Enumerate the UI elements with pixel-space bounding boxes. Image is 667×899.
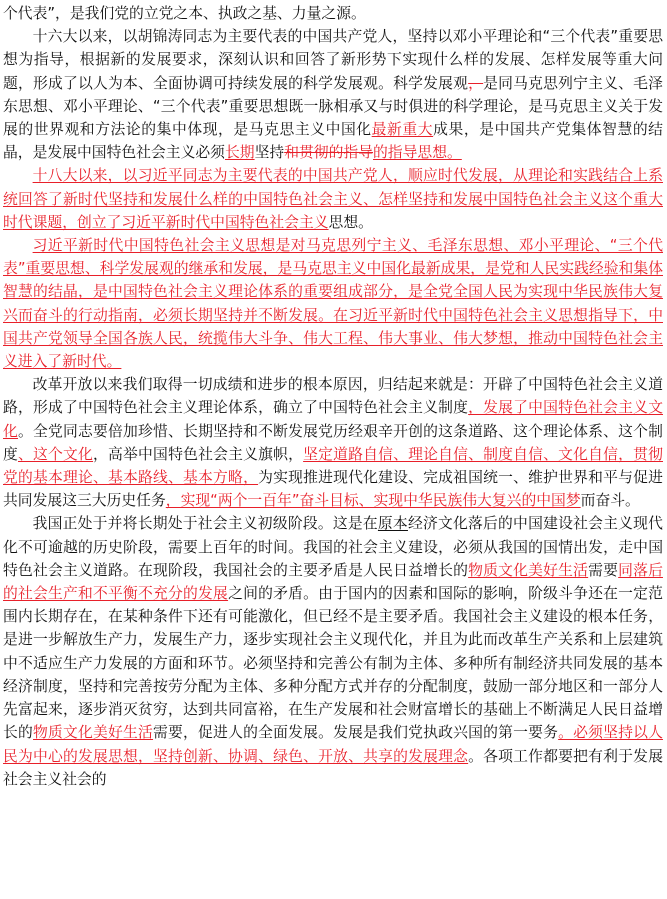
text-run: 坚持 (254, 144, 285, 162)
paragraph (3, 25, 663, 164)
paragraph (3, 373, 663, 512)
underlined-text: 原本 (377, 515, 408, 533)
text-run: ，高举中国特色社会主义旗帜， (93, 445, 304, 463)
text-run: 需要，促进人的全面发展。发展是我们党执政兴国的第一要务 (153, 724, 559, 742)
text-run: 改革开放以来我们取得一切成绩和进步的根本原因，归结起来就是：开辟了中国特色社会主义道路，形成了中国特色社会主义理论体系，确立了中国特色社会主义制度 (3, 376, 663, 417)
text-run: 个代表”，是我们党的立党之本、执政之基、力量之源。 (3, 5, 366, 22)
deleted-text: ， (468, 74, 484, 92)
inserted-text: 物质文化美好生活 (468, 561, 589, 579)
text-run: 我国正处于并将长期处于社会主义初级阶段。这是在 (32, 515, 378, 533)
text-run: 成果，是中国共产党集体智慧的结晶，是发展中国特色社会主义必须 (3, 121, 663, 162)
inserted-text: 习近平新时代中国特色社会主义思想是对马克思列宁主义、毛泽东思想、邓小平理论、“三个代表”重要思想、科学发展观的继承和发展，是马克思主义中国化最新成果，是党和人民实践经验和集体智慧的结晶，是中国特色社会主义理论体系的重要组成部分，是全党全国人民为实现中华民族伟大复兴而奋斗的行动指南，必须长期坚持并不断发展。在习近平新时代中国特色社会主义思想指导下，中国共产党领导全国各族人民，统揽伟大斗争、伟大工程、伟大事业、伟大梦想，推动中国特色社会主义进入了新时代。 (3, 237, 663, 371)
text-run: 之间的矛盾。由于国内的因素和国际的影响，阶级斗争还在一定范围内长期存在，在某种条件下还有可能激化，但已经不是主要矛盾。我国社会主义建设的根本任务，是进一步解放生产力，发展生产力，逐步实现社会主义现代化，并且为此而改革生产关系和上层建筑中不适应生产力发展的方面和环节。必须坚持和完善公有制为主体、多种所有制经济共同发展的基本经济制度，坚持和完善按劳分配为主体、多种分配方式并存的分配制度，鼓励一部分地区和一部分人先富起来，逐步消灭贫穷，达到共同富裕，在生产发展和社会财富增长的基础上不断满足人民日益增长的 (3, 585, 663, 742)
text-run: 经济文化落后的中国建设社会主义现代化不可逾越的历史阶段，需要上百年的时间。我国的社会主义建设，必须从我国的国情出发，走中国特色社会主义道路。在现阶段，我国社会的主要矛盾是人民日益增长的 (3, 515, 663, 579)
inserted-text: 的指导思想。 (373, 144, 462, 162)
text-run: 。全党同志要倍加珍惜、长期坚持和不断发展党历经艰辛开创的这条道路、这个理论体系、这个制度 (3, 422, 663, 463)
inserted-text: 、这个文化 (18, 445, 94, 463)
text-run: 为实现推进现代化建设、完成祖国统一、维护世界和平与促进共同发展这三大历史任务 (3, 469, 663, 510)
inserted-text: ，发展了中国特色社会主义文化 (3, 399, 663, 440)
inserted-text: 。必须坚持以人民为中心的发展思想，坚持创新、协调、绿色、开放、共享的发展理念 (3, 724, 663, 765)
text-run: 思想。 (328, 213, 373, 231)
paragraph (3, 2, 663, 25)
inserted-text: 长期 (224, 144, 255, 162)
inserted-text: ，实现“两个一百年”奋斗目标、实现中华民族伟大复兴的中国梦 (165, 492, 581, 510)
text-run: 而奋斗。 (580, 492, 640, 510)
inserted-text: 同落后的社会生产和不平衡不充分的发展 (3, 561, 663, 603)
inserted-text: 坚定道路自信、理论自信、制度自信、文化自信，贯彻党的基本理论、基本路线、基本方略， (3, 445, 663, 487)
text-run: 。各项工作都要把有利于发展社会主义社会的 (3, 747, 663, 788)
deleted-text: 和贯彻 (284, 144, 329, 162)
document-body (3, 2, 663, 791)
text-run: 十六大以来，以胡锦涛同志为主要代表的中国共产党人，坚持以邓小平理论和“三个代表”重要思想为指导，根据新的发展要求，深刻认识和回答了新形势下实现什么样的发展、怎样发展等重大问题，形成了以人为本、全面协调可持续发展的科学发展观。科学发展观 (3, 28, 663, 92)
paragraph (3, 234, 663, 373)
deleted-text: 的指导 (328, 144, 373, 162)
paragraph (3, 512, 663, 790)
inserted-text: 物质文化美好生活 (33, 724, 154, 742)
text-run: 需要 (588, 561, 619, 579)
text-run: 是同马克思列宁主义、毛泽东思想、邓小平理论、“三个代表”重要思想既一脉相承又与时俱进的科学理论，是马克思主义关于发展的世界观和方法论的集中体现，是马克思主义中国化 (3, 74, 663, 139)
inserted-text: 最新重大 (371, 121, 434, 139)
inserted-text: 十八大以来，以习近平同志为主要代表的中国共产党人，顺应时代发展，从理论和实践结合上系统回答了新时代坚持和发展什么样的中国特色社会主义、怎样坚持和发展中国特色社会主义这个重大时代课题，创立了习近平新时代中国特色社会主义 (3, 167, 663, 231)
paragraph (3, 164, 663, 234)
